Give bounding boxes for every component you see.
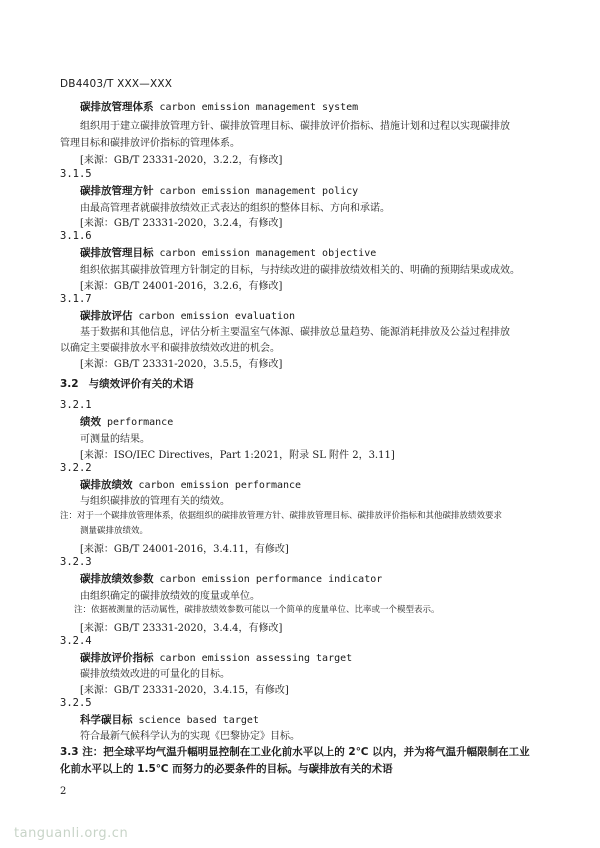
term-note-cont: 测量碳排放绩效。 [80,526,149,536]
term-definition: 与组织碳排放的管理有关的绩效。 [80,496,230,507]
term-en: carbon emission management policy [159,186,359,197]
section-title: 与绩效评价有关的术语 [88,378,194,390]
term-number: 3.1.7 [60,293,92,305]
term-zh: 碳排放管理方针 [80,185,154,197]
term-source: [来源：GB/T 23331-2020，3.5.5，有修改] [80,359,283,370]
section-heading [60,376,194,391]
term-definition: 基于数据和其他信息，评估分析主要温室气体源、碳排放总量趋势、能源消耗排放及公益过程排放 [80,327,510,338]
term-number: 3.1.6 [60,230,92,242]
section-3-3-line: 3.3 注：把全球平均气温升幅明显控制在工业化前水平以上的 2℃ 以内，并为将气温升幅限制在工业 [60,746,530,758]
term-number: 3.2.5 [60,697,92,709]
term-definition: 组织用于建立碳排放管理方针、碳排放管理目标、碳排放评价指标、措施计划和过程以实现碳排放 [80,121,510,132]
term-en: carbon emission assessing target [159,653,353,664]
document-code: DB4403/T XXX—XXX [60,78,173,90]
term-number: 3.2.4 [60,635,92,647]
term-title [80,99,358,114]
term-zh: 科学碳目标 [80,714,133,726]
term-title [80,414,173,429]
term-number: 3.2.2 [60,462,92,474]
term-number: 3.2.3 [60,556,92,568]
term-number: 3.1.5 [60,168,92,180]
term-source: [来源：GB/T 24001-2016，3.4.11，有修改] [80,544,289,555]
term-en: performance [107,417,174,428]
term-title [80,712,259,727]
term-source: [来源：GB/T 23331-2020，3.4.15，有修改] [80,685,289,696]
term-definition: 可测量的结果。 [80,434,150,445]
term-definition-cont: 以确定主要碳排放水平和碳排放绩效改进的机会。 [60,343,280,354]
term-zh: 碳排放评估 [80,310,133,322]
term-definition: 由组织确定的碳排放绩效的度量或单位。 [80,591,260,602]
term-en: carbon emission management system [159,102,359,113]
term-note: 注：依据被测量的活动属性，碳排放绩效参数可能以一个简单的度量单位、比率或一个模型表示。 [74,605,440,615]
term-definition: 组织依据其碳排放管理方针制定的目标，与持续改进的碳排放绩效相关的、明确的预期结果或成效。 [80,265,520,276]
term-definition: 由最高管理者就碳排放绩效正式表达的组织的整体目标、方向和承诺。 [80,203,390,214]
term-definition-cont: 管理目标和碳排放评价指标的管理体系。 [60,138,240,149]
term-number: 3.2.1 [60,399,92,411]
watermark: tanguanli.org.cn [14,826,129,841]
term-en: carbon emission performance [138,480,302,491]
section-number: 3.2 [60,378,79,390]
section-3-3-line-cont: 化前水平以上的 1.5℃ 而努力的必要条件的目标。与碳排放有关的术语 [60,763,393,775]
term-source: [来源：GB/T 23331-2020，3.2.4，有修改] [80,218,283,229]
term-zh: 绩效 [80,416,101,428]
term-en: carbon emission performance indicator [159,574,383,585]
term-definition: 符合最新气候科学认为的实现《巴黎协定》目标。 [80,731,300,742]
term-source: [来源：GB/T 23331-2020，3.4.4，有修改] [80,623,283,634]
term-source: [来源：GB/T 24001-2016，3.2.6，有修改] [80,281,283,292]
term-zh: 碳排放评价指标 [80,652,154,664]
term-definition: 碳排放绩效改进的可量化的目标。 [80,669,230,680]
term-source: [来源：GB/T 23331-2020，3.2.2，有修改] [80,155,283,166]
page-number: 2 [60,786,67,797]
term-zh: 碳排放绩效参数 [80,573,154,585]
term-title [80,477,301,492]
term-zh: 碳排放绩效 [80,479,133,491]
term-title [80,650,352,665]
term-note: 注：对于一个碳排放管理体系，依据组织的碳排放管理方针、碳排放管理目标、碳排放评价指标和其他碳排放绩效要求 [60,511,503,521]
term-source: [来源：ISO/IEC Directives，Part 1:2021，附录 SL 附件 2，3.11] [80,450,395,461]
term-title [80,571,382,586]
term-zh: 碳排放管理体系 [80,101,154,113]
term-title [80,183,358,198]
term-title [80,308,295,323]
term-title [80,245,376,260]
term-zh: 碳排放管理目标 [80,247,154,259]
term-en: carbon emission management objective [159,248,377,259]
term-en: carbon emission evaluation [138,311,296,322]
term-en: science based target [138,715,259,726]
